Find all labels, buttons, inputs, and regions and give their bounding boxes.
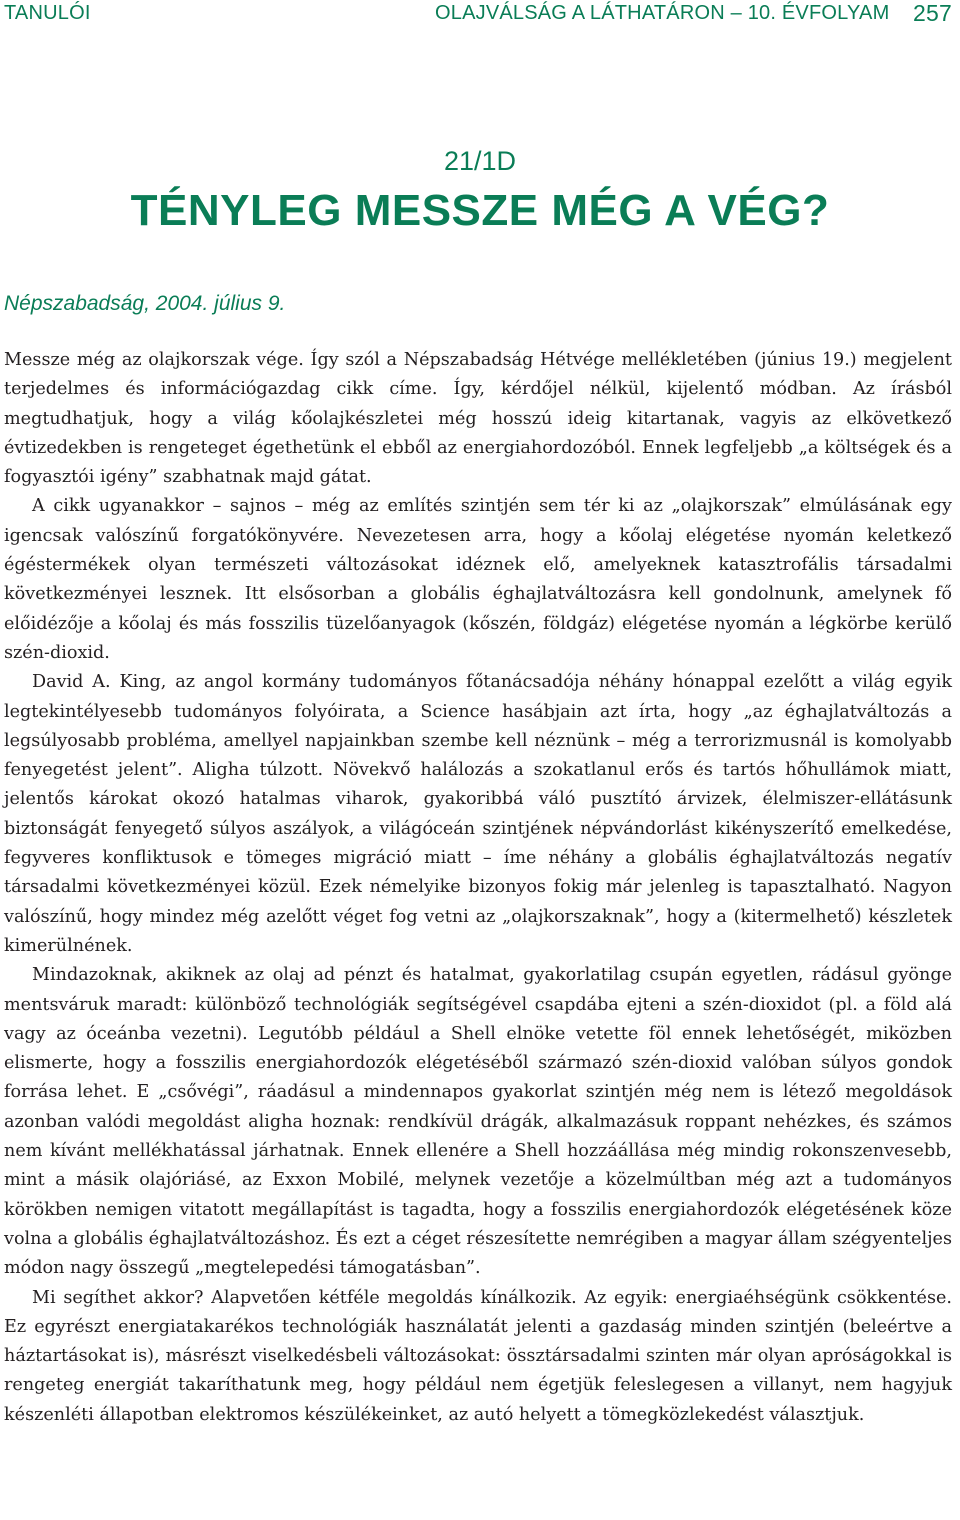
- article-body: [4, 346, 952, 1430]
- paragraph: Messze még az olajkorszak vége. Így szól a Népszabadság Hétvége mellékletében (június 19.) megjelent terjedelmes és információgazdag cikk címe. Így, kérdőjel nélkül, kijelentő módban. Az írásból megtudhatjuk, hogy a világ kőolajkészletei még hosszú ideig kitartanak, vagyis az elkövetkező évtizedekben is rengeteget égethetünk el ebből az energiahordozóból. Ennek legfeljebb „a költségek és a fogyasztói igény” szabhatnak majd gátat.: [4, 350, 952, 488]
- paragraph: Mindazoknak, akiknek az olaj ad pénzt és hatalmat, gyakorlatilag csupán egyetlen, rádásul gyönge mentsváruk maradt: különböző technológiák segítségével csapdába ejteni a szén-dioxidot (pl. a föld alá vagy az óceánba vezetni). Legutóbb például a Shell elnöke vetette föl ennek lehetőségét, miközben elismerte, hogy a fosszilis energiahordozók elégetéséből származó szén-dioxid valóban súlyos gondok forrása lehet. E „csővégi”, ráadásul a mindennapos gyakorlat szintjén még nem is létező megoldások azonban valódi megoldást aligha hoznak: rendkívül drágák, alkalmazásuk roppant nehézkes, és számos nem kívánt mellékhatással járhatnak. Ennek ellenére a Shell hozzáállása még mindig rokonszenvesebb, mint a másik olajóriásé, az Exxon Mobilé, melynek vezetője a közelmúltban még azt a tudományos körökben nemigen vitatott megállapítást is tagadta, hogy a fosszilis energiahordozók elégetésének köze volna a globális éghajlatváltozáshoz. És ezt a céget részesítette nemrégiben a magyar állam szégyenteljes módon nagy összegű „megtelepedési támogatásban”.: [4, 965, 952, 1279]
- running-header: [4, 2, 952, 32]
- article-code: 21/1D: [443, 146, 517, 176]
- paragraph: A cikk ugyanakkor – sajnos – még az említés szintjén sem tér ki az „olajkorszak” elmúlásának egy igencsak valószínű forgatókönyvére. Nevezetesen arra, hogy a kőolaj elégetése nyomán keletkező égéstermékek olyan természeti változásokat idéznek elő, amelyeknek katasztrofális társadalmi következményei lesznek. Itt elsősorban a globális éghajlatváltozásra kell gondolnunk, amelynek fő előidézője a kőolaj és más fosszilis tüzelőanyagok (kőszén, földgáz) elégetése nyomán a légkörbe kerülő szén-dioxid.: [4, 496, 952, 663]
- article-source: Népszabadság, 2004. július 9.: [4, 292, 286, 315]
- header-book-title: OLAJVÁLSÁG A LÁTHATÁRON – 10. ÉVFOLYAM: [435, 2, 890, 24]
- article-title: TÉNYLEG MESSZE MÉG A VÉG?: [130, 186, 830, 235]
- paragraph: David A. King, az angol kormány tudományos főtanácsadója néhány hónappal ezelőtt a világ egyik legtekintélyesebb tudományos folyóirata, a Science hasábjain azt írta, hogy „az éghajlatváltozás a legsúlyosabb probléma, amellyel napjainkban szembe kell néznünk – még a terrorizmusnál is komolyabb fenyegetést jelent”. Aligha túlzott. Növekvő halálozás a szokatlanul erős és tartós hőhullámok miatt, jelentős károkat okozó hatalmas viharok, gyakoribbá váló pusztító árvizek, élelmiszer-ellátásunk biztonságát fenyegető súlyos aszályok, a világóceán szintjének népvándorlást kikényszerítő emelkedése, fegyveres konfliktusok e tömeges migráció miatt – íme néhány a globális éghajlatváltozás negatív társadalmi következményei közül. Ezek némelyike bizonyos fokig már jelenleg is tapasztalható. Nagyon valószínű, hogy mindez még azelőtt véget fog vetni az „olajkorszaknak”, hogy a (kitermelhető) készletek kimerülnének.: [4, 672, 952, 956]
- page-number: 257: [913, 0, 952, 26]
- paragraph: Mi segíthet akkor? Alapvetően kétféle megoldás kínálkozik. Az egyik: energiaéhségünk csökkentése. Ez egyrészt energiatakarékos technológiák használatát jelenti a gazdaság minden szintjén (beleértve a háztartásokat is), másrészt viselkedésbeli változásokat: össztársadalmi szinten már olyan apróságokkal is rengeteg energiát takaríthatunk meg, hogy például nem égetjük feleslegesen a villanyt, nem hagyjuk készenléti állapotban elektromos készülékeinket, az autó helyett a tömegközlekedést választjuk.: [4, 1287, 952, 1425]
- header-section-label: TANULÓI: [4, 2, 91, 24]
